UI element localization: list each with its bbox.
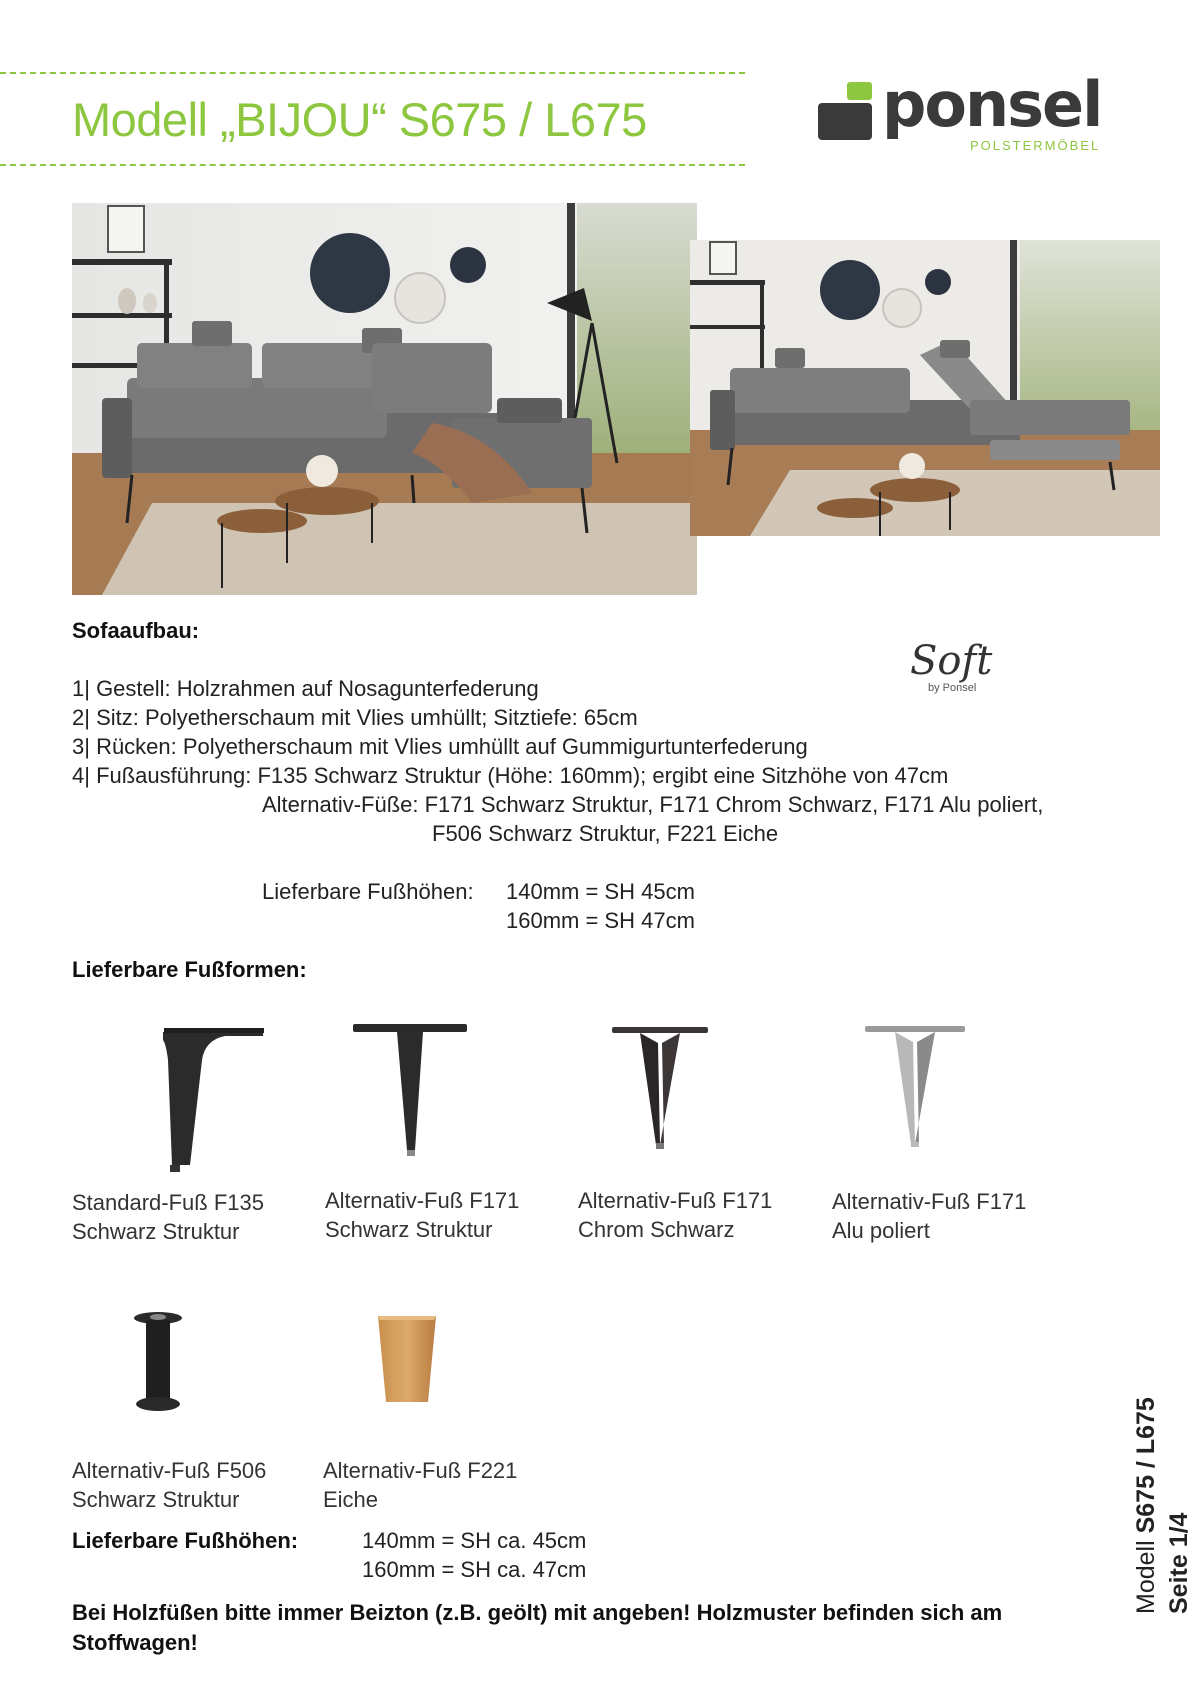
foot-caption-line1: Alternativ-Fuß F171	[832, 1189, 1027, 1214]
section-heading-fussformen: Lieferbare Fußformen:	[72, 957, 307, 982]
header-divider-bottom	[0, 164, 745, 166]
foot-caption-f171-alu	[832, 1187, 1026, 1245]
heights-label: Lieferbare Fußhöhen:	[262, 879, 474, 904]
side-label-prefix: Modell	[1132, 1533, 1160, 1614]
side-label-page: Seite 1/4	[1165, 1512, 1193, 1614]
section-heading-sofaaufbau: Sofaaufbau:	[72, 618, 200, 643]
foot-caption-line1: Standard-Fuß F135	[72, 1190, 264, 1215]
foot-caption-f135	[72, 1188, 264, 1246]
height-value-2: 160mm = SH 47cm	[506, 908, 695, 933]
foot-height-value-1: 140mm = SH ca. 45cm	[362, 1528, 587, 1553]
spec-line-2: 2| Sitz: Polyetherschaum mit Vlies umhüllt; Sitztiefe: 65cm	[72, 705, 638, 730]
brand-name: ponsel	[882, 68, 1102, 141]
foot-caption-line2: Schwarz Struktur	[72, 1487, 240, 1512]
foot-caption-line1: Alternativ-Fuß F506	[72, 1458, 267, 1483]
foot-caption-line1: Alternativ-Fuß F221	[323, 1458, 518, 1483]
foot-height-value-2: 160mm = SH ca. 47cm	[362, 1557, 587, 1582]
soft-badge-sub: by Ponsel	[928, 682, 977, 694]
side-model-label	[1130, 1397, 1196, 1614]
wood-feet-note: Bei Holzfüßen bitte immer Beizton (z.B. geölt) mit angeben! Holzmuster befinden sich am Stoffwagen!	[72, 1600, 1003, 1655]
soft-badge-word: Soft	[910, 638, 993, 684]
brand-logo	[818, 68, 1108, 158]
foot-caption-line1: Alternativ-Fuß F171	[578, 1188, 773, 1213]
angled-foot-icon	[130, 1000, 290, 1180]
foot-caption-line2: Alu poliert	[832, 1218, 930, 1243]
sofa-photo-relax	[690, 240, 1160, 536]
sofa-photo-main	[72, 203, 697, 595]
foot-caption-line2: Eiche	[323, 1487, 379, 1512]
side-label-model: S675 / L675	[1132, 1397, 1160, 1534]
cylinder-foot-icon	[120, 1308, 200, 1418]
spec-line-1: 1| Gestell: Holzrahmen auf Nosagunterfederung	[72, 676, 539, 701]
foot-caption-f506	[72, 1456, 266, 1514]
alt-feet-line-2: F506 Schwarz Struktur, F221 Eiche	[432, 821, 779, 846]
foot-caption-f171-chrome	[578, 1186, 772, 1244]
foot-caption-line1: Alternativ-Fuß F171	[325, 1188, 520, 1213]
page-title: Modell „BIJOU“ S675 / L675	[72, 93, 647, 146]
height-value-1: 140mm = SH 45cm	[506, 879, 695, 904]
t-foot-icon	[855, 1012, 975, 1152]
wood-foot-icon	[370, 1312, 450, 1412]
soft-badge	[906, 638, 1016, 698]
foot-caption-f171-black	[325, 1186, 519, 1244]
spec-line-3: 3| Rücken: Polyetherschaum mit Vlies umhüllt auf Gummigurtunterfederung	[72, 734, 808, 759]
brand-tagline: POLSTERMÖBEL	[970, 138, 1101, 153]
header-divider-top	[0, 72, 745, 74]
spec-line-4: 4| Fußausführung: F135 Schwarz Struktur (Höhe: 160mm); ergibt eine Sitzhöhe von 47cm	[72, 763, 949, 788]
foot-caption-f221	[323, 1456, 517, 1514]
t-foot-icon	[600, 1015, 720, 1155]
logo-mark-icon	[818, 82, 874, 142]
foot-caption-line2: Chrom Schwarz	[578, 1217, 735, 1242]
alt-feet-line-1: Alternativ-Füße: F171 Schwarz Struktur, F171 Chrom Schwarz, F171 Alu poliert,	[262, 792, 1044, 817]
foot-caption-line2: Schwarz Struktur	[325, 1217, 493, 1242]
section-heading-fusshoehen: Lieferbare Fußhöhen:	[72, 1528, 299, 1553]
t-foot-icon	[345, 1010, 475, 1160]
foot-caption-line2: Schwarz Struktur	[72, 1219, 240, 1244]
